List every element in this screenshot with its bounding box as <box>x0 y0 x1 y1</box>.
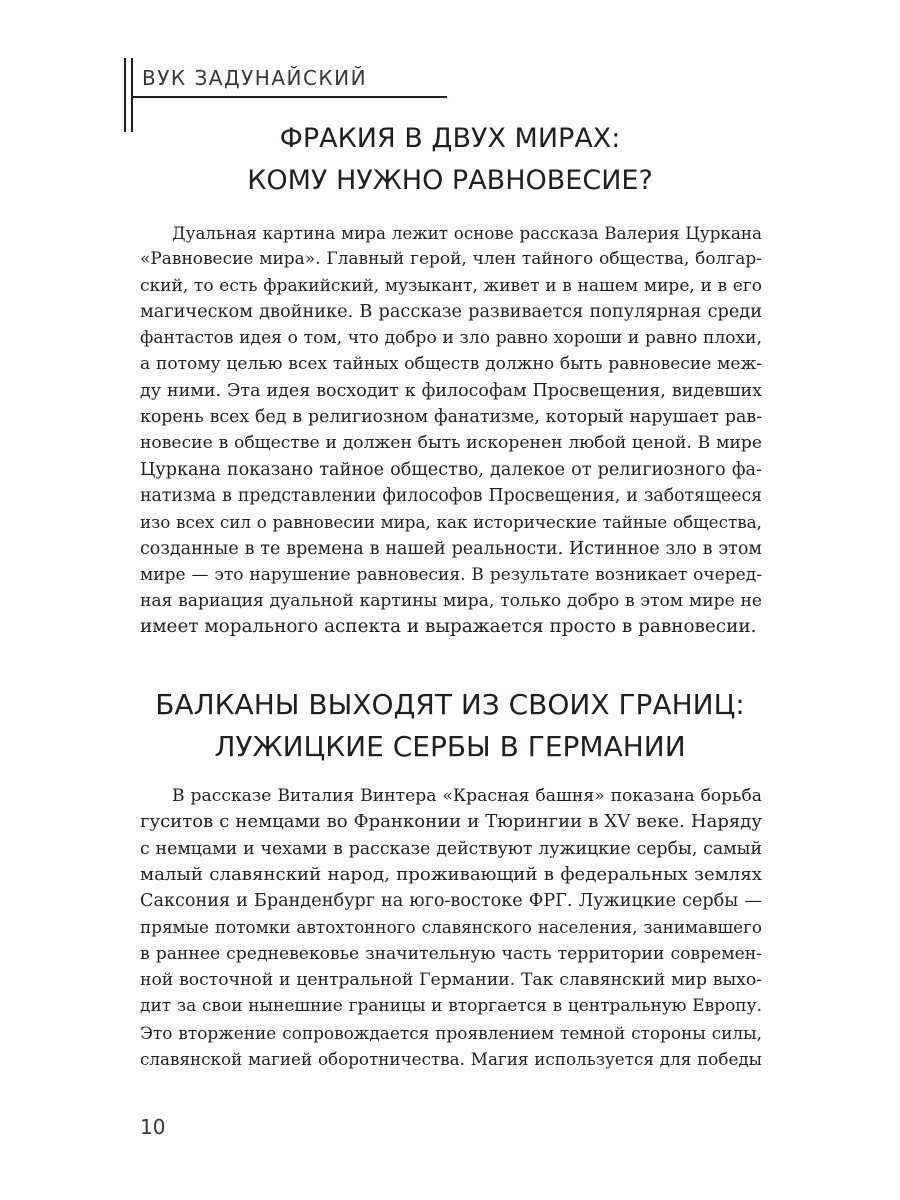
text-line: с немцами и чехами в рассказе действуют лужицкие сербы, самый <box>140 838 762 859</box>
section-paragraph <box>140 783 762 1072</box>
text-line: корень всех бед в религиозном фанатизме, который нарушает рав- <box>140 407 762 428</box>
text-line: «Равновесие мира». Главный герой, член тайного общества, болгар- <box>140 249 762 270</box>
text-line: ский, то есть фракийский, музыкант, живет и в нашем мире, и в его <box>140 275 762 296</box>
text-line: славянской магией оборотничества. Магия используется для победы <box>140 1048 762 1069</box>
text-line: ной восточной и центральной Германии. Так славянский мир выхо- <box>140 970 762 991</box>
heading-line: ФРАКИЯ В ДВУХ МИРАХ: <box>279 123 621 154</box>
text-line: ная вариация дуальной картины мира, только добро в этом мире не <box>140 591 762 612</box>
text-line: гуситов с немцами во Франконии и Тюрингии в XV веке. Наряду <box>140 811 762 833</box>
text-line: фантастов идея о том, что добро и зло равно хороши и равно плохи, <box>140 328 762 349</box>
heading-line: БАЛКАНЫ ВЫХОДЯТ ИЗ СВОИХ ГРАНИЦ: <box>155 688 745 721</box>
text-line: мире — это нарушение равновесия. В результате возникает очеред- <box>140 564 762 585</box>
text-line: прямые потомки автохтонного славянского населения, занимавшего <box>140 917 762 938</box>
header-rule-horizontal <box>131 96 447 98</box>
section-paragraph <box>140 220 762 641</box>
text-line: малый славянский народ, проживающий в федеральных землях <box>140 863 762 885</box>
text-line: В рассказе Виталия Винтера «Красная башня» показана борьба <box>172 786 762 806</box>
section-heading <box>140 118 760 202</box>
header-rule-vertical <box>131 58 133 132</box>
text-line: в раннее средневековье значительную часть территории современ- <box>140 943 762 964</box>
text-line: изо всех сил о равновесии мира, как исторические тайные общества, <box>140 512 762 533</box>
text-line: Саксония и Бранденбург на юго-востоке ФРГ. Лужицкие сербы — <box>140 891 762 912</box>
text-line: дит за свои нынешние границы и вторгается в центральную Европу. <box>140 996 762 1017</box>
text-line: ду ними. Эта идея восходит к философам Просвещения, видевших <box>140 380 762 401</box>
header-rule-vertical <box>124 58 126 132</box>
text-line: созданные в те времена в нашей реальности. Истинное зло в этом <box>140 538 762 559</box>
text-line: новесие в обществе и должен быть искоренен любой ценой. В мире <box>140 433 762 454</box>
heading-line: КОМУ НУЖНО РАВНОВЕСИЕ? <box>247 165 653 196</box>
section-heading <box>140 684 760 768</box>
running-head: ВУК ЗАДУНАЙСКИЙ <box>142 66 368 90</box>
text-line: Это вторжение сопровождается проявлением темной стороны силы, <box>140 1022 762 1043</box>
text-line: натизма в представлении философов Просвещения, и заботящееся <box>140 485 762 506</box>
page-number: 10 <box>140 1115 166 1139</box>
text-line: магическом двойнике. В рассказе развивается популярная среди <box>140 301 762 322</box>
text-line: имеет морального аспекта и выражается просто в равновесии. <box>140 616 757 638</box>
text-line: Дуальная картина мира лежит основе рассказа Валерия Цуркана <box>172 223 762 243</box>
heading-line: ЛУЖИЦКИЕ СЕРБЫ В ГЕРМАНИИ <box>214 730 686 763</box>
text-line: а потому целью всех тайных обществ должно быть равновесие меж- <box>140 354 762 375</box>
text-line: Цуркана показано тайное общество, далекое от религиозного фа- <box>140 459 762 480</box>
